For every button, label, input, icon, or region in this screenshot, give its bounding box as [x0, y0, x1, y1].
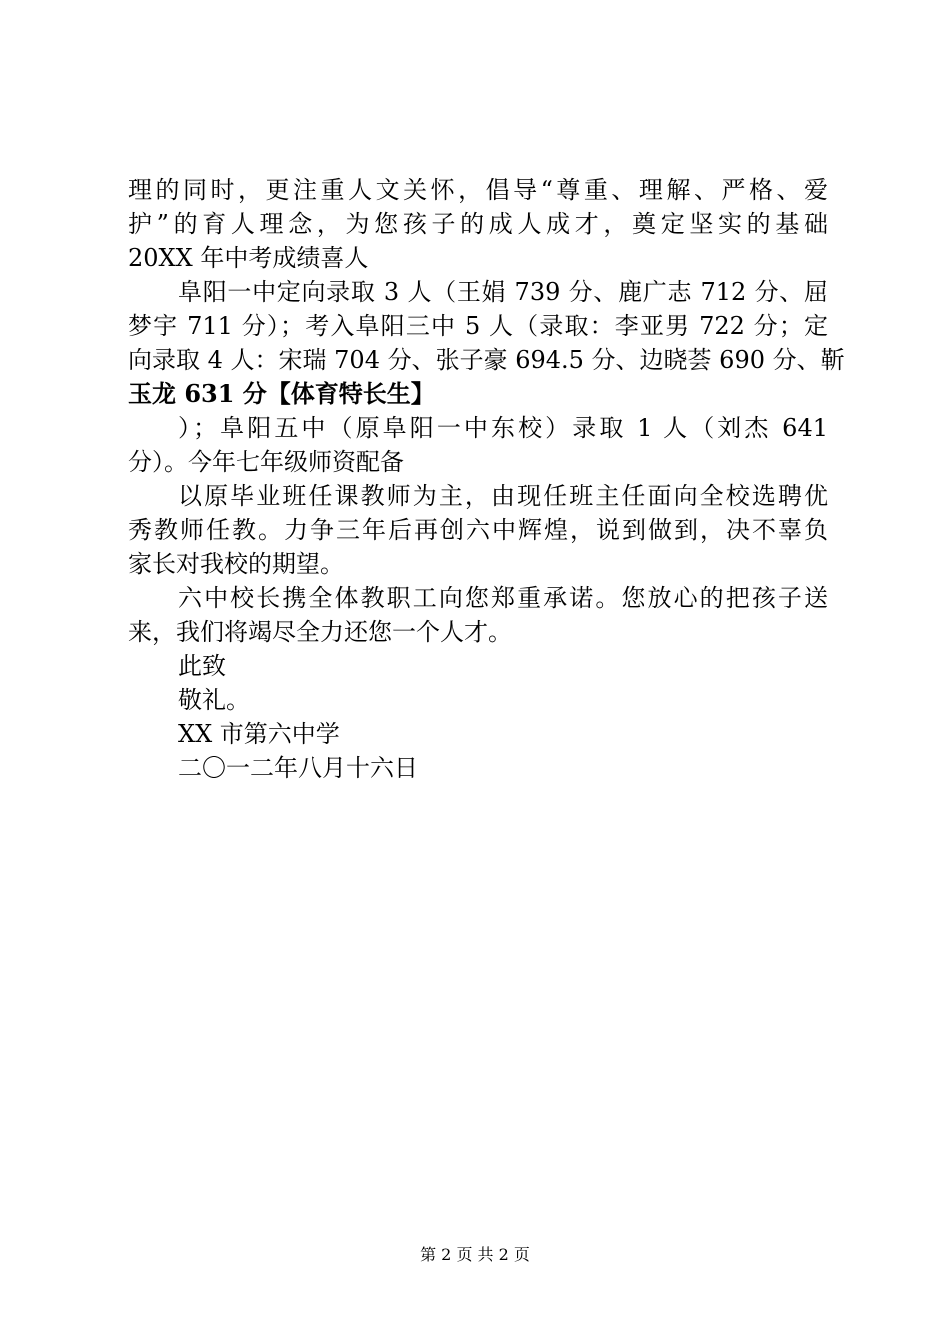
paragraph-line: 梦宇 711 分）；考入阜阳三中 5 人（录取：李亚男 722 分；定 — [128, 312, 828, 340]
paragraph-line: 理的同时，更注重人文关怀，倡导“尊重、理解、严格、爱 — [128, 176, 828, 204]
paragraph-line: 玉龙 631 分【体育特长生】 — [128, 379, 435, 408]
paragraph-line: 向录取 4 人：宋瑞 704 分、张子豪 694.5 分、边晓荟 690 分、靳 — [128, 346, 845, 374]
section-heading: 20XX 年中考成绩喜人 — [128, 244, 369, 272]
paragraph-line: 家长对我校的期望。 — [128, 550, 344, 578]
paragraph-line: 阜阳一中定向录取 3 人（王娟 739 分、鹿广志 712 分、屈 — [178, 278, 828, 306]
paragraph-line: 六中校长携全体教职工向您郑重承诺。您放心的把孩子送 — [178, 584, 828, 612]
paragraph-line: 护”的育人理念，为您孩子的成人成才，奠定坚实的基础 — [128, 210, 828, 238]
closing-line: 此致 — [178, 652, 226, 680]
paragraph-line: 分）。今年七年级师资配备 — [128, 448, 404, 476]
signature-school: XX 市第六中学 — [178, 720, 340, 748]
paragraph-line: 来，我们将竭尽全力还您一个人才。 — [128, 618, 512, 646]
paragraph-line: ）；阜阳五中（原阜阳一中东校）录取 1 人（刘杰 641 — [178, 414, 828, 442]
page-number-footer: 第 2 页 共 2 页 — [420, 1245, 530, 1264]
closing-line: 敬礼。 — [178, 686, 250, 714]
signature-date: 二〇一二年八月十六日 — [178, 754, 418, 782]
paragraph-line: 以原毕业班任课教师为主，由现任班主任面向全校选聘优 — [178, 482, 828, 510]
paragraph-line: 秀教师任教。力争三年后再创六中辉煌，说到做到，决不辜负 — [128, 516, 828, 544]
